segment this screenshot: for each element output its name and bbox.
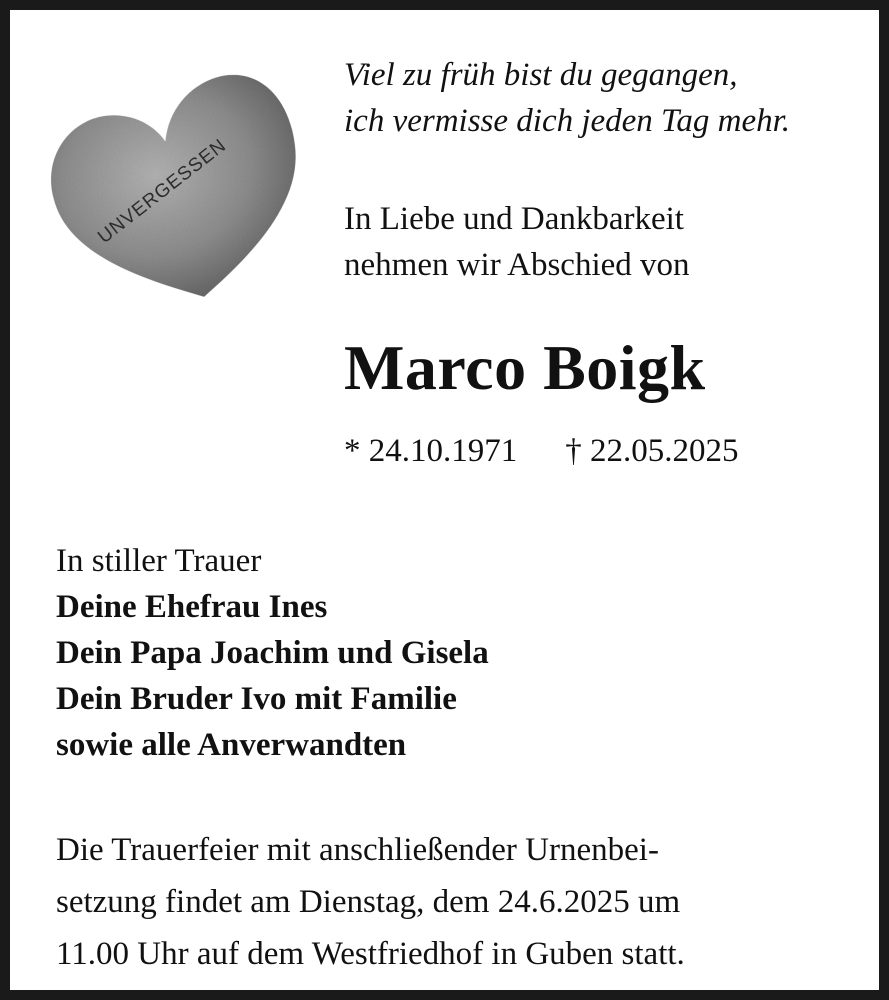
mourner-name: Deine Ehefrau Ines	[56, 589, 328, 625]
verse-line-1: Viel zu früh bist du gegangen,	[344, 57, 738, 93]
funeral-line-1: Die Trauerfeier mit anschließender Urnenbei-	[56, 832, 659, 868]
intro-line-1: In Liebe und Dankbarkeit	[344, 201, 684, 237]
mourners-heading: In stiller Trauer	[56, 543, 262, 579]
funeral-line-2: setzung findet am Dienstag, dem 24.6.2025 um	[56, 884, 681, 920]
mourners-block	[56, 538, 489, 768]
mourner-name: Dein Papa Joachim und Gisela	[56, 635, 489, 671]
verse	[344, 52, 790, 144]
life-dates	[344, 428, 739, 474]
verse-line-2: ich vermisse dich jeden Tag mehr.	[344, 103, 791, 139]
funeral-notice	[56, 824, 685, 980]
birth-date: * 24.10.1971	[344, 433, 518, 469]
mourner-name: sowie alle Anverwandten	[56, 727, 407, 763]
funeral-line-3: 11.00 Uhr auf dem Westfriedhof in Guben statt.	[56, 936, 685, 972]
deceased-name: Marco Boigk	[344, 332, 706, 403]
mourner-name: Dein Bruder Ivo mit Familie	[56, 681, 457, 717]
intro-text	[344, 196, 690, 288]
heart-engraving: UNVERGESSEN	[94, 134, 231, 248]
intro-line-2: nehmen wir Abschied von	[344, 247, 690, 283]
stone-heart-image	[38, 62, 318, 322]
stone-heart-icon	[38, 62, 318, 322]
death-date: † 22.05.2025	[565, 433, 739, 469]
